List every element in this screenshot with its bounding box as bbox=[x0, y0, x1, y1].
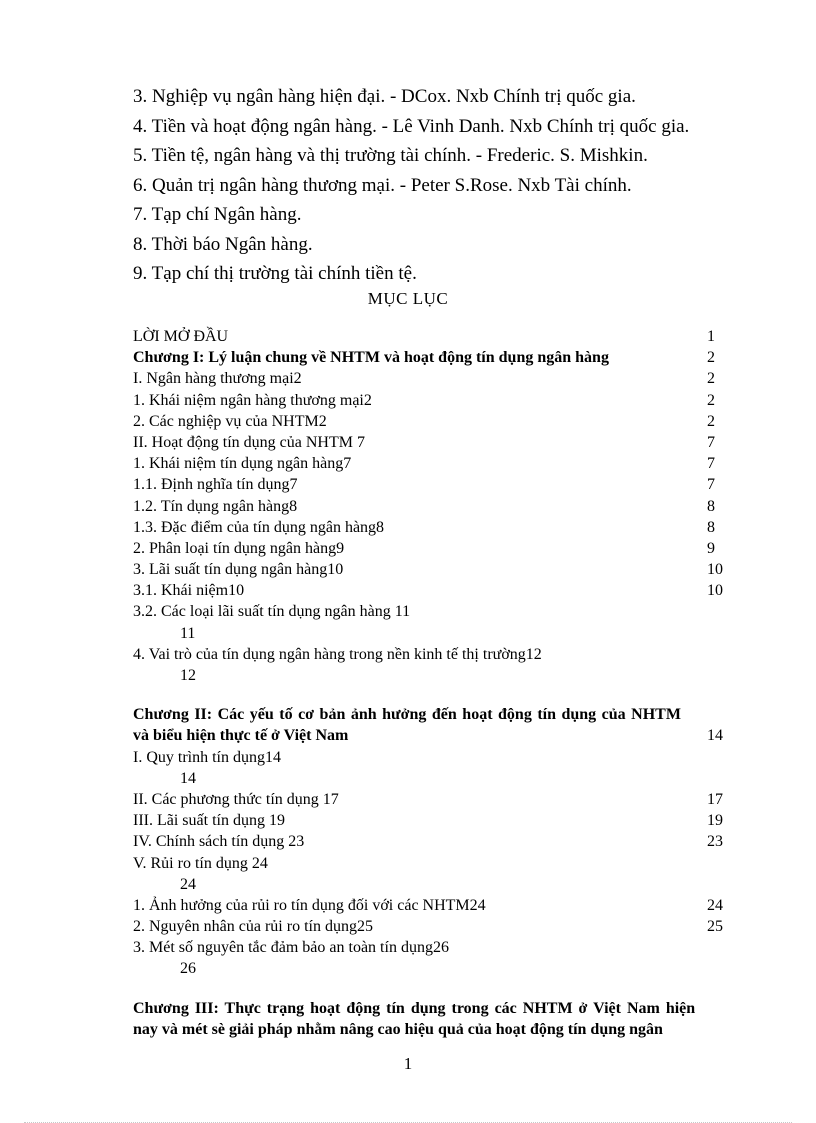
toc-entry-text: 2. Các nghiệp vụ của NHTM2 bbox=[133, 412, 327, 430]
toc-entry-text: 3. Mét số nguyên tắc đảm bảo an toàn tín dụng26 bbox=[133, 939, 449, 957]
toc-entry-text: 3.2. Các loại lãi suất tín dụng ngân hàng 11 bbox=[133, 603, 411, 621]
toc-entry bbox=[133, 644, 738, 665]
toc-entry-text: 1. Khái niệm tín dụng ngân hàng7 bbox=[133, 455, 352, 473]
toc-entry-text: V. Rủi ro tín dụng 24 bbox=[133, 854, 268, 872]
toc-entry bbox=[133, 747, 738, 768]
reference-item: 9. Tạp chí thị trường tài chính tiền tệ. bbox=[133, 263, 417, 284]
toc-entry bbox=[133, 559, 738, 580]
toc-entry bbox=[133, 432, 738, 453]
toc-entry-page: 1 bbox=[707, 328, 715, 345]
toc-entry-page: 2 bbox=[707, 349, 715, 367]
toc-entry-wrapped-page bbox=[133, 768, 738, 789]
toc-entry-text: III. Lãi suất tín dụng 19 bbox=[133, 812, 285, 830]
toc-entry-page: 23 bbox=[707, 833, 723, 851]
toc-entry bbox=[133, 580, 738, 601]
toc-entry-page: 10 bbox=[707, 561, 723, 579]
toc-entry-text: Chương II: Các yếu tố cơ bản ảnh hưởng đến hoạt động tín dụng của NHTM bbox=[133, 706, 681, 724]
toc-entry-wrapped-page bbox=[133, 874, 738, 895]
toc-entry-page: 9 bbox=[707, 539, 715, 557]
toc-entry bbox=[133, 853, 738, 874]
toc-entry-text: 2. Phân loại tín dụng ngân hàng9 bbox=[133, 539, 345, 557]
toc-entry bbox=[133, 810, 738, 831]
toc-entry-text: LỜI MỞ ĐẦU bbox=[133, 328, 229, 345]
toc-entry bbox=[133, 368, 738, 389]
toc-title: MỤC LỤC bbox=[367, 289, 449, 308]
toc-entry-text: I. Ngân hàng thương mại2 bbox=[133, 370, 302, 388]
toc-entry bbox=[133, 496, 738, 517]
toc-entry bbox=[133, 601, 738, 622]
toc-entry-page: 24 bbox=[707, 896, 723, 914]
toc-entry-text: nay và mét sè giải pháp nhằm nâng cao hiệu quả của hoạt động tín dụng ngân bbox=[133, 1020, 663, 1038]
toc-entry bbox=[133, 453, 738, 474]
toc-entry-text: 1.2. Tín dụng ngân hàng8 bbox=[133, 497, 298, 515]
toc-entry-wrapped-page bbox=[133, 665, 738, 686]
toc-entry-page: 2 bbox=[707, 412, 715, 430]
toc-chapter-heading bbox=[133, 704, 738, 746]
toc-entry bbox=[133, 326, 738, 347]
reference-item: 5. Tiền tệ, ngân hàng và thị trường tài chính. - Frederic. S. Mishkin. bbox=[133, 145, 648, 166]
toc-entry bbox=[133, 831, 738, 852]
reference-item: 4. Tiền và hoạt động ngân hàng. - Lê Vinh Danh. Nxb Chính trị quốc gia. bbox=[133, 115, 690, 137]
toc-entry-text: II. Hoạt động tín dụng của NHTM 7 bbox=[133, 433, 365, 451]
toc-entry-page: 17 bbox=[707, 790, 723, 808]
toc-entry bbox=[133, 789, 738, 810]
reference-item: 6. Quản trị ngân hàng thương mại. - Peter S.Rose. Nxb Tài chính. bbox=[133, 174, 632, 196]
toc-entry-text: 1.3. Đặc điểm của tín dụng ngân hàng8 bbox=[133, 518, 385, 536]
toc-entry-wrapped-page bbox=[133, 623, 738, 644]
toc-entry-page: 10 bbox=[707, 582, 723, 600]
toc-entry bbox=[133, 538, 738, 559]
toc-entry-page: 11 bbox=[180, 624, 196, 642]
reference-item: 8. Thời báo Ngân hàng. bbox=[133, 233, 313, 255]
toc-entry bbox=[133, 390, 738, 411]
toc-entry-text: 1.1. Định nghĩa tín dụng7 bbox=[133, 476, 298, 494]
toc-entry-text: I. Quy trình tín dụng14 bbox=[133, 748, 281, 766]
toc-entry bbox=[133, 517, 738, 538]
toc-entry-text: Chương III: Thực trạng hoạt động tín dụng trong các NHTM ở Việt Nam hiện bbox=[133, 999, 696, 1017]
reference-item: 3. Nghiệp vụ ngân hàng hiện đại. - DCox. Nxb Chính trị quốc gia. bbox=[133, 86, 636, 107]
toc-entry-wrapped-page bbox=[133, 958, 738, 979]
toc-chapter-heading bbox=[133, 998, 738, 1040]
toc-entry-page: 7 bbox=[707, 455, 715, 473]
toc-entry-page: 24 bbox=[180, 875, 196, 893]
toc-entry-page: 14 bbox=[180, 769, 196, 787]
toc-entry-page: 12 bbox=[180, 667, 196, 684]
toc-entry-text: 3. Lãi suất tín dụng ngân hàng10 bbox=[133, 561, 344, 579]
toc-entry-text: và biểu hiện thực tế ở Việt Nam bbox=[133, 727, 349, 745]
references-list bbox=[133, 82, 689, 289]
toc-entry-text: 1. Ảnh hưởng của rủi ro tín dụng đối với các NHTM24 bbox=[133, 896, 486, 914]
toc-entry-text: 4. Vai trò của tín dụng ngân hàng trong nền kinh tế thị trường12 bbox=[133, 645, 542, 663]
toc-entry-page: 7 bbox=[707, 476, 715, 494]
toc-entry-page: 8 bbox=[707, 497, 715, 515]
toc-entry-page: 2 bbox=[707, 391, 715, 409]
toc-entry-text: 3.1. Khái niệm10 bbox=[133, 582, 245, 600]
toc-entry-text: II. Các phương thức tín dụng 17 bbox=[133, 790, 339, 808]
toc-entry-page: 2 bbox=[707, 370, 715, 388]
toc-entry-page: 19 bbox=[707, 812, 723, 830]
toc-entry bbox=[133, 474, 738, 495]
toc-entry-page: 26 bbox=[180, 960, 196, 978]
toc-entry bbox=[133, 937, 738, 958]
toc-chapter-heading bbox=[133, 347, 738, 368]
toc-entry-text: IV. Chính sách tín dụng 23 bbox=[133, 833, 305, 851]
toc-entry-text: Chương I: Lý luận chung về NHTM và hoạt động tín dụng ngân hàng bbox=[133, 349, 609, 367]
toc-entry bbox=[133, 411, 738, 432]
toc-entry-text: 2. Nguyên nhân của rủi ro tín dụng25 bbox=[133, 918, 373, 936]
toc-entry-page: 8 bbox=[707, 518, 715, 536]
toc-entry-page: 14 bbox=[707, 727, 723, 745]
toc-entry bbox=[133, 895, 738, 916]
toc-entry-page: 7 bbox=[707, 433, 715, 451]
toc-entry-page: 25 bbox=[707, 918, 723, 936]
reference-item: 7. Tạp chí Ngân hàng. bbox=[133, 204, 302, 225]
toc-entry bbox=[133, 916, 738, 937]
toc-entry-text: 1. Khái niệm ngân hàng thương mại2 bbox=[133, 391, 372, 409]
page-number: 1 bbox=[403, 1054, 413, 1073]
table-of-contents bbox=[133, 326, 738, 1040]
